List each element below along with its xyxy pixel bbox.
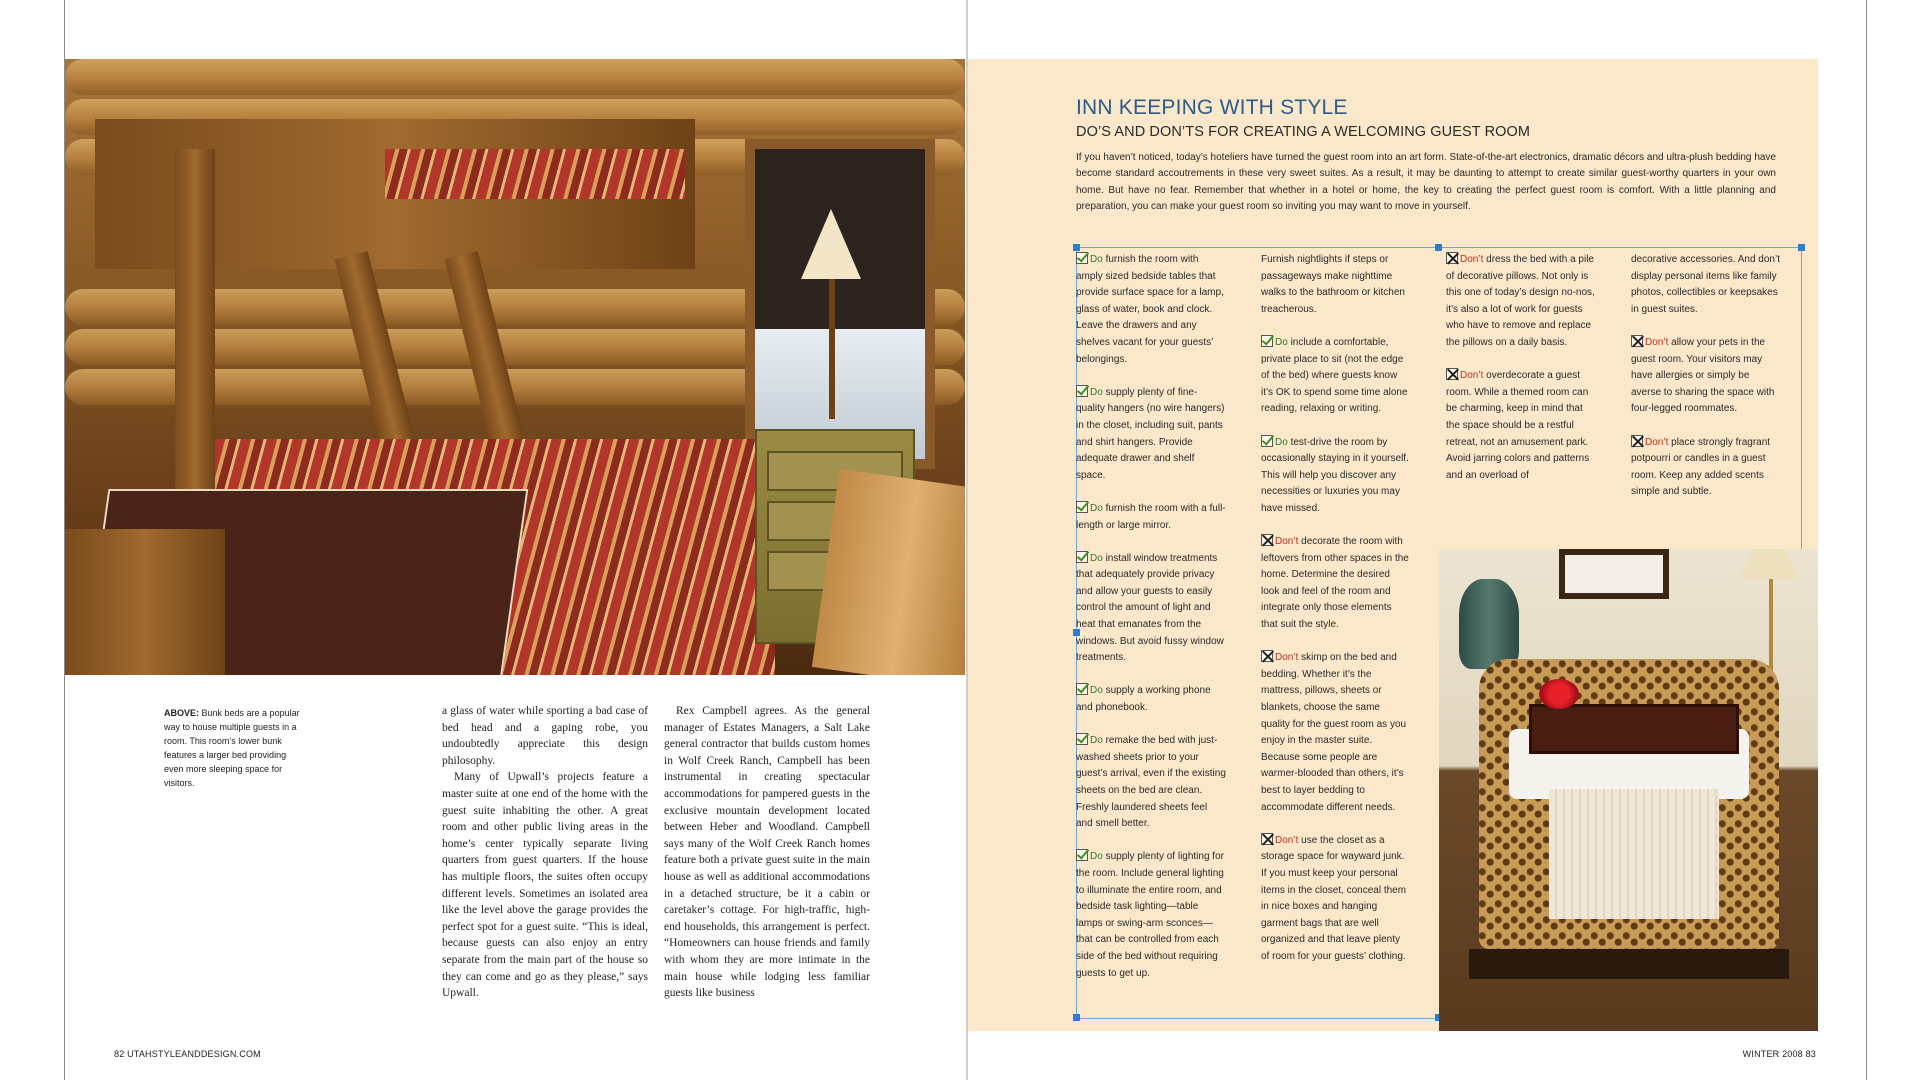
tip-item xyxy=(1076,551,1226,667)
page-folio-left: 82 UTAHSTYLEANDDESIGN.COM xyxy=(114,1049,261,1059)
article-column-2 xyxy=(664,703,870,1002)
tip-text: remake the bed with just-washed sheets prior to your guest’s arrival, even if the existing sheets on the bed are clean. Freshly laundered sheets feel and smell better. xyxy=(1076,735,1226,830)
bunk-bed-photo xyxy=(65,59,965,675)
tip-text: supply plenty of lighting for the room. Include general lighting to illuminate the entire room, and bedside task lighting—table lamps or swing-arm sconces—that can be controlled from each side of the bed without requiring guests to get up. xyxy=(1076,851,1224,979)
dont-label: Don’t xyxy=(1275,834,1299,846)
check-box-icon xyxy=(1076,252,1088,264)
tip-item xyxy=(1076,385,1226,485)
cross-box-icon xyxy=(1631,435,1643,447)
tip-item xyxy=(1631,252,1781,318)
tip-text: dress the bed with a pile of decorative pillows. Not only is this one of today’s design no-nos, it’s also a lot of work for guests who have to remove and replace the pillows on a daily basis. xyxy=(1446,254,1595,348)
tip-item xyxy=(1446,252,1596,352)
tip-text: test-drive the room by occasionally staying in it yourself. This will help you discover any necessities or luxuries you may have missed. xyxy=(1261,436,1409,514)
do-label: Do xyxy=(1090,552,1103,564)
tips-column-4 xyxy=(1631,252,1781,518)
check-box-icon xyxy=(1076,501,1088,513)
check-box-icon xyxy=(1076,683,1088,695)
tip-text: install window treatments that adequately provide privacy and allow your guests to easily control the amount of light and heat that emanates from the windows. But avoid fussy window treatments. xyxy=(1076,552,1224,664)
sidebar-intro: If you haven’t noticed, today’s hoteliers have turned the guest room into an art form. State-of-the-art electronics, dramatic décors and ultra-plush bedding have become standard accoutrements in these very sweet suites. As a result, it may be daunting to attempt to create similar guest-worthy quarters in your own home. But have no fear. Remember that whether in a hotel or home, the key to creating the perfect guest room is comfort. With a little planning and preparation, you can make your guest room so inviting you may want to move in yourself. xyxy=(1076,152,1776,213)
do-label: Do xyxy=(1090,735,1103,747)
dont-label: Don’t xyxy=(1460,254,1484,265)
frame-handle[interactable] xyxy=(1435,244,1442,251)
check-box-icon xyxy=(1261,335,1273,347)
tip-text: furnish the room with a full-length or large mirror. xyxy=(1076,502,1226,531)
do-label: Do xyxy=(1090,851,1103,863)
right-page-edge xyxy=(1866,0,1867,1080)
tips-column-1 xyxy=(1076,252,1226,999)
tip-item xyxy=(1631,435,1781,501)
article-paragraph: Many of Upwall’s projects feature a master suite at one end of the home with the guest suite inhabiting the other. A great room and other public living areas in the home’s center typically separate living quarters from guest quarters. If the house has multiple floors, the suites often occupy different levels. Sometimes an isolated area like the level above the garage provides the perfect spot for a guest suite. “This is ideal, because guests can also enjoy an entry separate from the main part of the house so they can come and go as they please,” says Upwall. xyxy=(442,771,648,1000)
dont-label: Don’t xyxy=(1275,536,1299,548)
tip-text: supply a working phone and phonebook. xyxy=(1076,685,1211,714)
tip-text: use the closet as a storage space for wayward junk. If you must keep your personal items in the closet, conceal them in nice boxes and hanging garment bags that are well organized and that leave plenty of room for your guests’ clothing. xyxy=(1261,834,1407,962)
frame-handle[interactable] xyxy=(1798,244,1805,251)
tip-item xyxy=(1076,849,1226,982)
caption-lead: ABOVE: xyxy=(164,708,200,718)
tip-text: supply plenty of fine-quality hangers (no wire hangers) in the closet, including suit, pants and shirt hangers. Provide adequate drawer and shelf space. xyxy=(1076,386,1225,481)
tip-text: furnish the room with amply sized bedside tables that provide surface space for a lamp, glass of water, book and clock. Leave the drawers and any shelves vacant for your guests’ belongings. xyxy=(1076,254,1224,365)
do-label: Do xyxy=(1275,436,1288,448)
sidebar-subhead: DO’S AND DON’TS FOR CREATING A WELCOMING GUEST ROOM xyxy=(1076,124,1531,140)
tip-text: allow your pets in the guest room. Your visitors may have allergies or simply be averse to sharing the space with four-legged roommates. xyxy=(1631,336,1775,415)
check-box-icon xyxy=(1076,733,1088,745)
page-folio-right: WINTER 2008 83 xyxy=(1742,1049,1816,1059)
tip-text: decorate the room with leftovers from other spaces in the home. Determine the desired look and feel of the room and integrate only those elements that suit the style. xyxy=(1261,536,1409,631)
sidebar-headline: INN KEEPING WITH STYLE xyxy=(1076,96,1348,119)
check-box-icon xyxy=(1076,849,1088,861)
photo-caption xyxy=(164,706,304,790)
check-box-icon xyxy=(1076,551,1088,563)
do-label: Do xyxy=(1090,502,1103,514)
cross-box-icon xyxy=(1261,534,1273,546)
tip-item xyxy=(1076,683,1226,716)
tip-text: Furnish nightlights if steps or passageways make nighttime walks to the bathroom or kitchen treacherous. xyxy=(1261,254,1405,315)
frame-handle[interactable] xyxy=(1073,244,1080,251)
cross-box-icon xyxy=(1631,335,1643,347)
cross-box-icon xyxy=(1446,368,1458,380)
tip-text: place strongly fragrant potpourri or candles in a guest room. Keep any added scents simple and subtle. xyxy=(1631,436,1771,498)
article-paragraph: Rex Campbell agrees. As the general manager of Estates Managers, a Salt Lake general contractor that builds custom homes in Wolf Creek Ranch, Campbell has been instrumental in creating spectacular accommodations for pampered guests in the exclusive mountain development located between Heber and Woodland. Campbell says many of the Wolf Creek Ranch homes feature both a private guest suite in the main house as well as additional accommodations in a detached structure, be it a cabin or caretaker’s cottage. For high-traffic, high-end households, this arrangement is perfect. “Homeowners can house friends and family with whom they are more intimate in the main house while lodging less familiar guests like business xyxy=(664,705,870,1000)
article-paragraph: a glass of water while sporting a bad case of bed head and a gaping robe, you undoubtedly appreciate this design philosophy. xyxy=(442,705,648,767)
tips-column-3 xyxy=(1446,252,1596,501)
tip-item xyxy=(1076,501,1226,534)
tip-item xyxy=(1261,833,1411,966)
tip-item xyxy=(1261,435,1411,518)
do-label: Do xyxy=(1275,336,1288,348)
tip-item xyxy=(1631,335,1781,418)
tip-item xyxy=(1261,650,1411,816)
dont-label: Don’t xyxy=(1645,336,1669,348)
tip-item xyxy=(1076,733,1226,833)
article-column-1 xyxy=(442,703,648,1002)
dark-window xyxy=(745,139,935,469)
tip-text: skimp on the bed and bedding. Whether it’s the mattress, pillows, sheets or blankets, choose the same quality for the guest room as you enjoy in the master suite. Because some people are warmer-blooded than others, it’s best to layer bedding to accommodate different needs. xyxy=(1261,652,1407,813)
tip-item xyxy=(1261,335,1411,418)
tips-column-2 xyxy=(1261,252,1411,982)
tip-text: overdecorate a guest room. While a themed room can be charming, keep in mind that the space should be a restful retreat, not an amusement park. Avoid jarring colors and patterns and an overload of xyxy=(1446,370,1590,481)
dont-label: Don’t xyxy=(1460,370,1484,382)
tip-item xyxy=(1446,368,1596,484)
cross-box-icon xyxy=(1261,650,1273,662)
do-label: Do xyxy=(1090,685,1103,697)
caption-text: Bunk beds are a popular way to house multiple guests in a room. This room’s lower bunk features a larger bed providing even more sleeping space for visitors. xyxy=(164,708,300,788)
check-box-icon xyxy=(1076,385,1088,397)
do-label: Do xyxy=(1090,386,1103,398)
frame-handle[interactable] xyxy=(1073,1014,1080,1021)
tip-item xyxy=(1076,252,1226,368)
dont-label: Don’t xyxy=(1275,652,1299,664)
tip-text: include a comfortable, private place to sit (not the edge of the bed) where guests know it’s OK to spend some time alone reading, relaxing or writing. xyxy=(1261,336,1408,415)
do-label: Do xyxy=(1090,254,1103,265)
check-box-icon xyxy=(1261,435,1273,447)
guest-room-chair-photo xyxy=(1439,549,1818,1031)
cross-box-icon xyxy=(1446,252,1458,264)
tip-text: decorative accessories. And don’t display personal items like family photos, collectibles or keepsakes in guest suites. xyxy=(1631,254,1780,315)
cross-box-icon xyxy=(1261,833,1273,845)
tip-item xyxy=(1261,534,1411,634)
tip-item xyxy=(1261,252,1411,318)
dont-label: Don’t xyxy=(1645,436,1669,448)
